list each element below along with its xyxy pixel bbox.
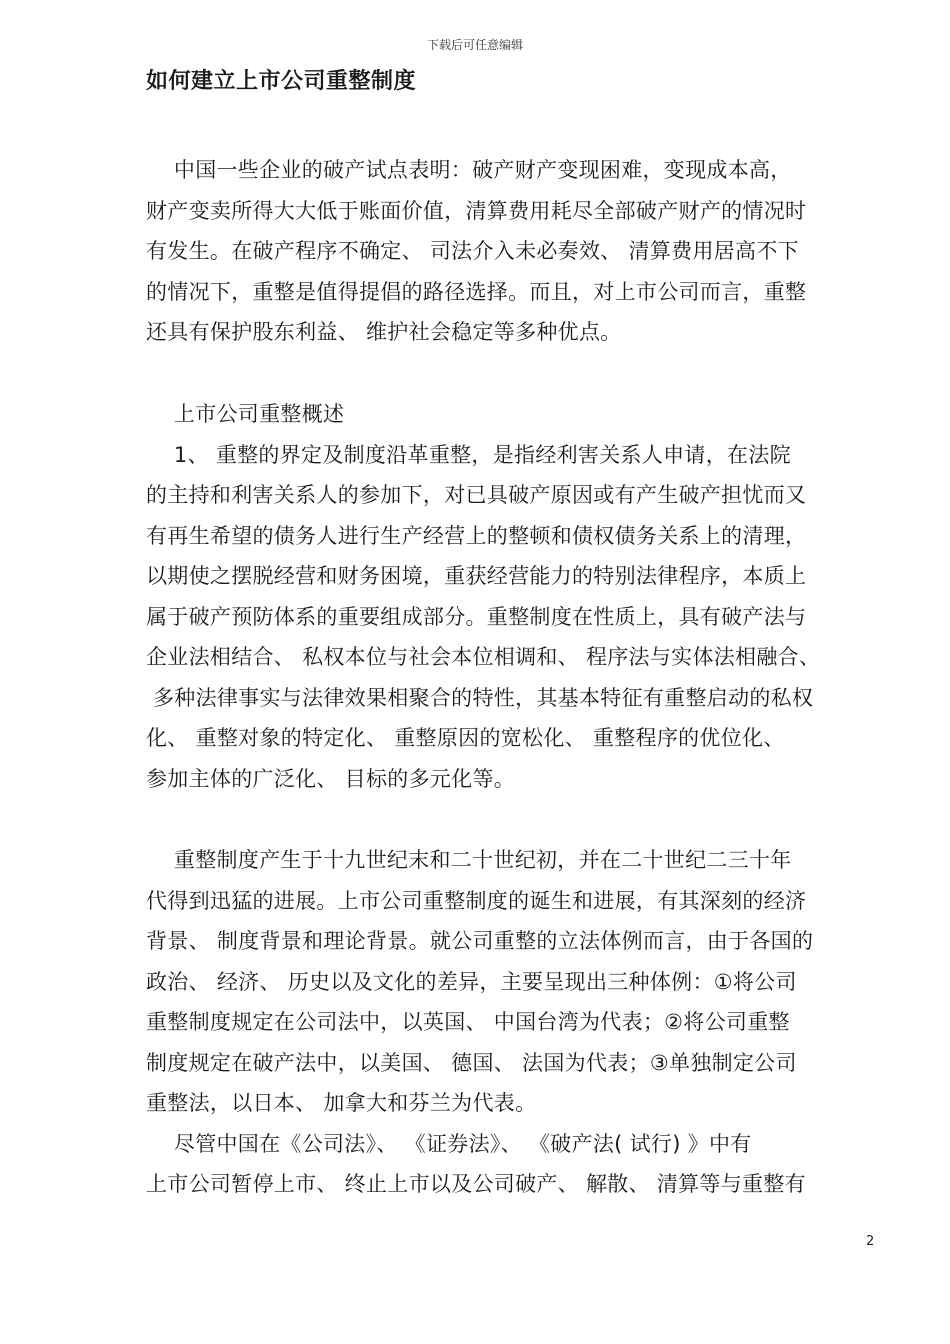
text-line: 有发生。在破产程序不确定、 司法介入未必奏效、 清算费用居高不下 — [146, 239, 799, 263]
text-line: 上市公司暂停上市、 终止上市以及公司破产、 解散、 清算等与重整有 — [146, 1172, 806, 1196]
paragraph-history — [146, 840, 876, 1205]
text-line: 政治、 经济、 历史以及文化的差异，主要呈现出三种体例：①将公司 — [146, 969, 797, 994]
header-note: 下载后可任意编辑 — [426, 38, 523, 52]
section-heading: 上市公司重整概述 — [146, 402, 345, 426]
text-line: 的主持和利害关系人的参加下，对已具破产原因或有产生破产担忧而又 — [146, 483, 807, 507]
page-number: 2 — [866, 1234, 875, 1249]
text-line: 财产变卖所得大大低于账面价值，清算费用耗尽全部破产财产的情况时 — [146, 198, 807, 223]
text-line: 1、 重整的界定及制度沿革重整，是指经利害关系人申请，在法院 — [146, 442, 791, 467]
text-line: 多种法律事实与法律效果相聚合的特性，其基本特征有重整启动的私权 — [146, 685, 814, 710]
text-line: 中国一些企业的破产试点表明：破产财产变现困难，变现成本高， — [146, 158, 792, 182]
text-line: 制度规定在破产法中，以美国、 德国、 法国为代表；③单独制定公司 — [146, 1050, 797, 1075]
text-line: 参加主体的广泛化、 目标的多元化等。 — [146, 766, 516, 791]
text-line: 有再生希望的债务人进行生产经营上的整顿和债权债务关系上的清理， — [146, 523, 807, 548]
text-line: 重整制度产生于十九世纪末和二十世纪初，并在二十世纪二三十年 — [146, 848, 792, 872]
text-line: 化、 重整对象的特定化、 重整原因的宽松化、 重整程序的优位化、 — [146, 726, 785, 750]
document-title: 如何建立上市公司重整制度 — [146, 69, 417, 94]
text-line: 属于破产预防体系的重要组成部分。重整制度在性质上，具有破产法与 — [146, 604, 807, 629]
text-line: 代得到迅猛的进展。上市公司重整制度的诞生和进展，有其深刻的经济 — [146, 888, 807, 913]
text-line: 重整制度规定在公司法中，以英国、 中国台湾为代表；②将公司重整 — [146, 1010, 790, 1034]
text-line: 尽管中国在《公司法》、 《证券法》、 《破产法( 试行) 》中有 — [146, 1131, 752, 1156]
text-line: 企业法相结合、 私权本位与社会本位相调和、 程序法与实体法相融合、 — [146, 645, 821, 669]
text-line: 以期使之摆脱经营和财务困境，重获经营能力的特别法律程序，本质上 — [146, 564, 807, 588]
text-line: 背景、 制度背景和理论背景。就公司重整的立法体例而言，由于各国的 — [146, 929, 814, 953]
text-line: 的情况下，重整是值得提倡的路径选择。而且，对上市公司而言，重整 — [146, 279, 807, 304]
paragraph-overview — [146, 394, 876, 799]
text-line: 重整法，以日本、 加拿大和芬兰为代表。 — [146, 1091, 537, 1115]
paragraph-intro — [146, 150, 876, 353]
text-line: 还具有保护股东利益、 维护社会稳定等多种优点。 — [146, 320, 622, 344]
